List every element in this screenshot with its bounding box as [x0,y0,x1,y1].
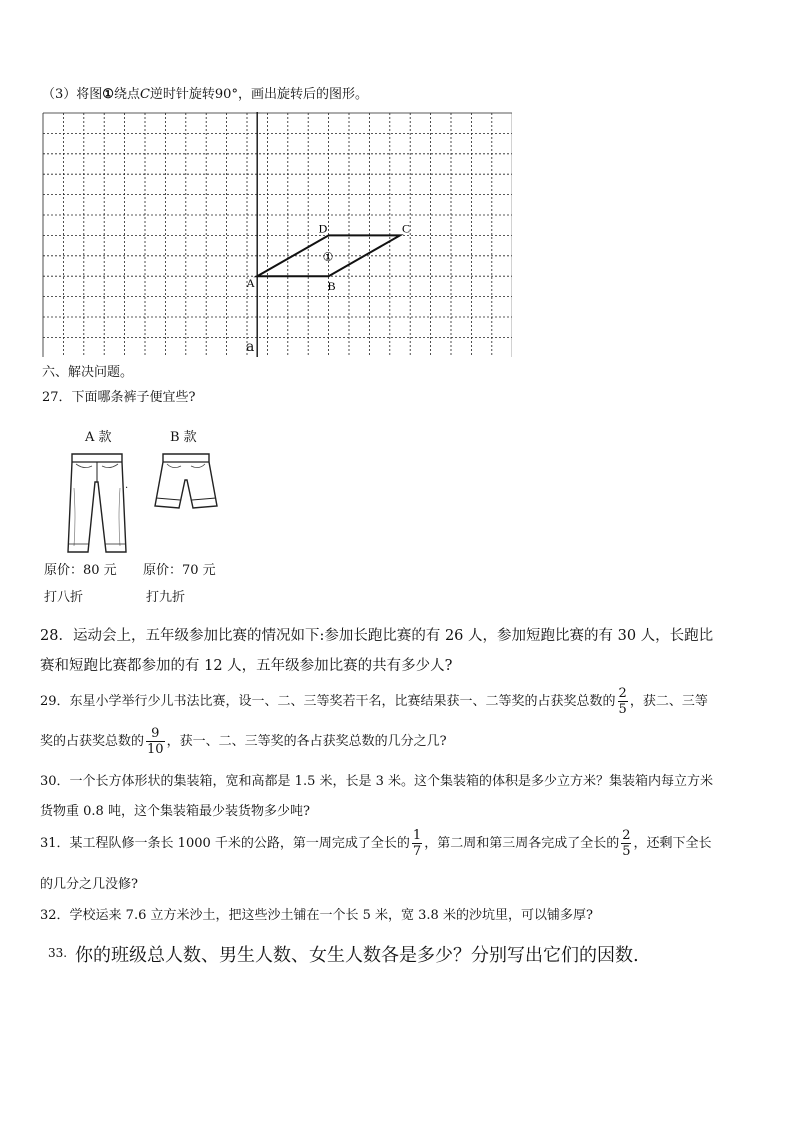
frac-den: 5 [618,702,627,717]
fraction-2-5 [621,828,631,859]
item-b-title: B 款 [170,430,197,445]
item-b-discount: 打九折 [146,590,186,605]
question-33-number: 33. [48,946,68,960]
label-c: C [402,221,411,236]
question-31-line1 [40,828,712,860]
label-d: D [318,221,328,236]
part3-prefix: （3）将图 [42,87,103,102]
question-30-line1: 30．一个长方体形状的集装箱，宽和高都是 1.5 米，长是 3 米。这个集装箱的体积是多少立方米？集装箱内每立方米 [40,774,714,789]
dot-separator: . [125,480,129,491]
question-32: 32．学校运来 7.6 立方米沙土，把这些沙土铺在一个长 5 米，宽 3.8 米的沙坑里，可以铺多厚? [40,908,593,923]
fraction-9-10 [146,726,165,757]
question-28-line1: 28．运动会上，五年级参加比赛的情况如下:参加长跑比赛的有 26 人，参加短跑比赛的有 30 人，长跑比 [40,628,714,644]
item-a-title: A 款 [85,430,112,445]
fraction-2-5 [618,686,628,717]
grid-lines [43,113,512,357]
frac-num: 1 [412,828,422,843]
item-a-price: 原价：80 元 [44,563,117,578]
item-a-discount: 打八折 [44,590,84,605]
frac-den: 10 [147,742,164,757]
q29-text-b: ，获二、三等 [629,694,708,709]
label-b: B [327,279,336,294]
q31-text-a: 31．某工程队修一条长 1000 千米的公路，第一周完成了全长的 [40,836,410,851]
label-a: A [246,276,255,291]
question-27: 27．下面哪条裤子便宜些? [42,390,196,405]
question-30-line2: 货物重 0.8 吨，这个集装箱最少装货物多少吨? [40,804,310,819]
frac-num: 9 [146,726,165,742]
shape-label-circled-one: ① [322,249,334,264]
frac-den: 7 [412,844,422,859]
question-28-line2: 赛和短跑比赛都参加的有 12 人，五年级参加比赛的共有多少人? [40,658,453,674]
point-c: C [139,87,150,102]
axis-label-a: a [246,339,255,355]
frac-num: 2 [622,828,631,843]
item-b-price: 原价：70 元 [143,563,216,578]
q31-text-c: ，还剩下全长 [633,836,712,851]
circled-one: ① [102,87,114,102]
fraction-1-7 [412,828,422,859]
part3-suffix: 逆时针旋转90°，画出旋转后的图形。 [149,87,368,102]
q29-text-a: 29．东星小学举行少儿书法比赛，设一、二、三等奖若干名，比赛结果获一、二等奖的占获奖总数的 [40,694,616,709]
q29-text-c: 奖的占获奖总数的 [40,734,145,749]
frac-num: 2 [618,686,627,701]
long-trousers-icon [62,448,132,556]
q31-text-b: ，第二周和第三周各完成了全长的 [424,836,620,851]
part3-mid: 绕点 [113,87,140,102]
section-heading: 六、解决问题。 [42,365,134,380]
question-29-line2 [40,726,447,757]
question-29-line1 [40,686,708,717]
q29-text-d: ，获一、二、三等奖的各占获奖总数的几分之几? [166,734,447,749]
question-33-text: 你的班级总人数、男生人数、女生人数各是多少？分别写出它们的因数. [75,945,639,966]
part3-instruction [42,83,368,102]
question-31-line2: 的几分之几没修? [40,877,138,892]
grid-figure [42,112,512,357]
shorts-icon [153,450,219,512]
frac-den: 5 [622,844,631,859]
